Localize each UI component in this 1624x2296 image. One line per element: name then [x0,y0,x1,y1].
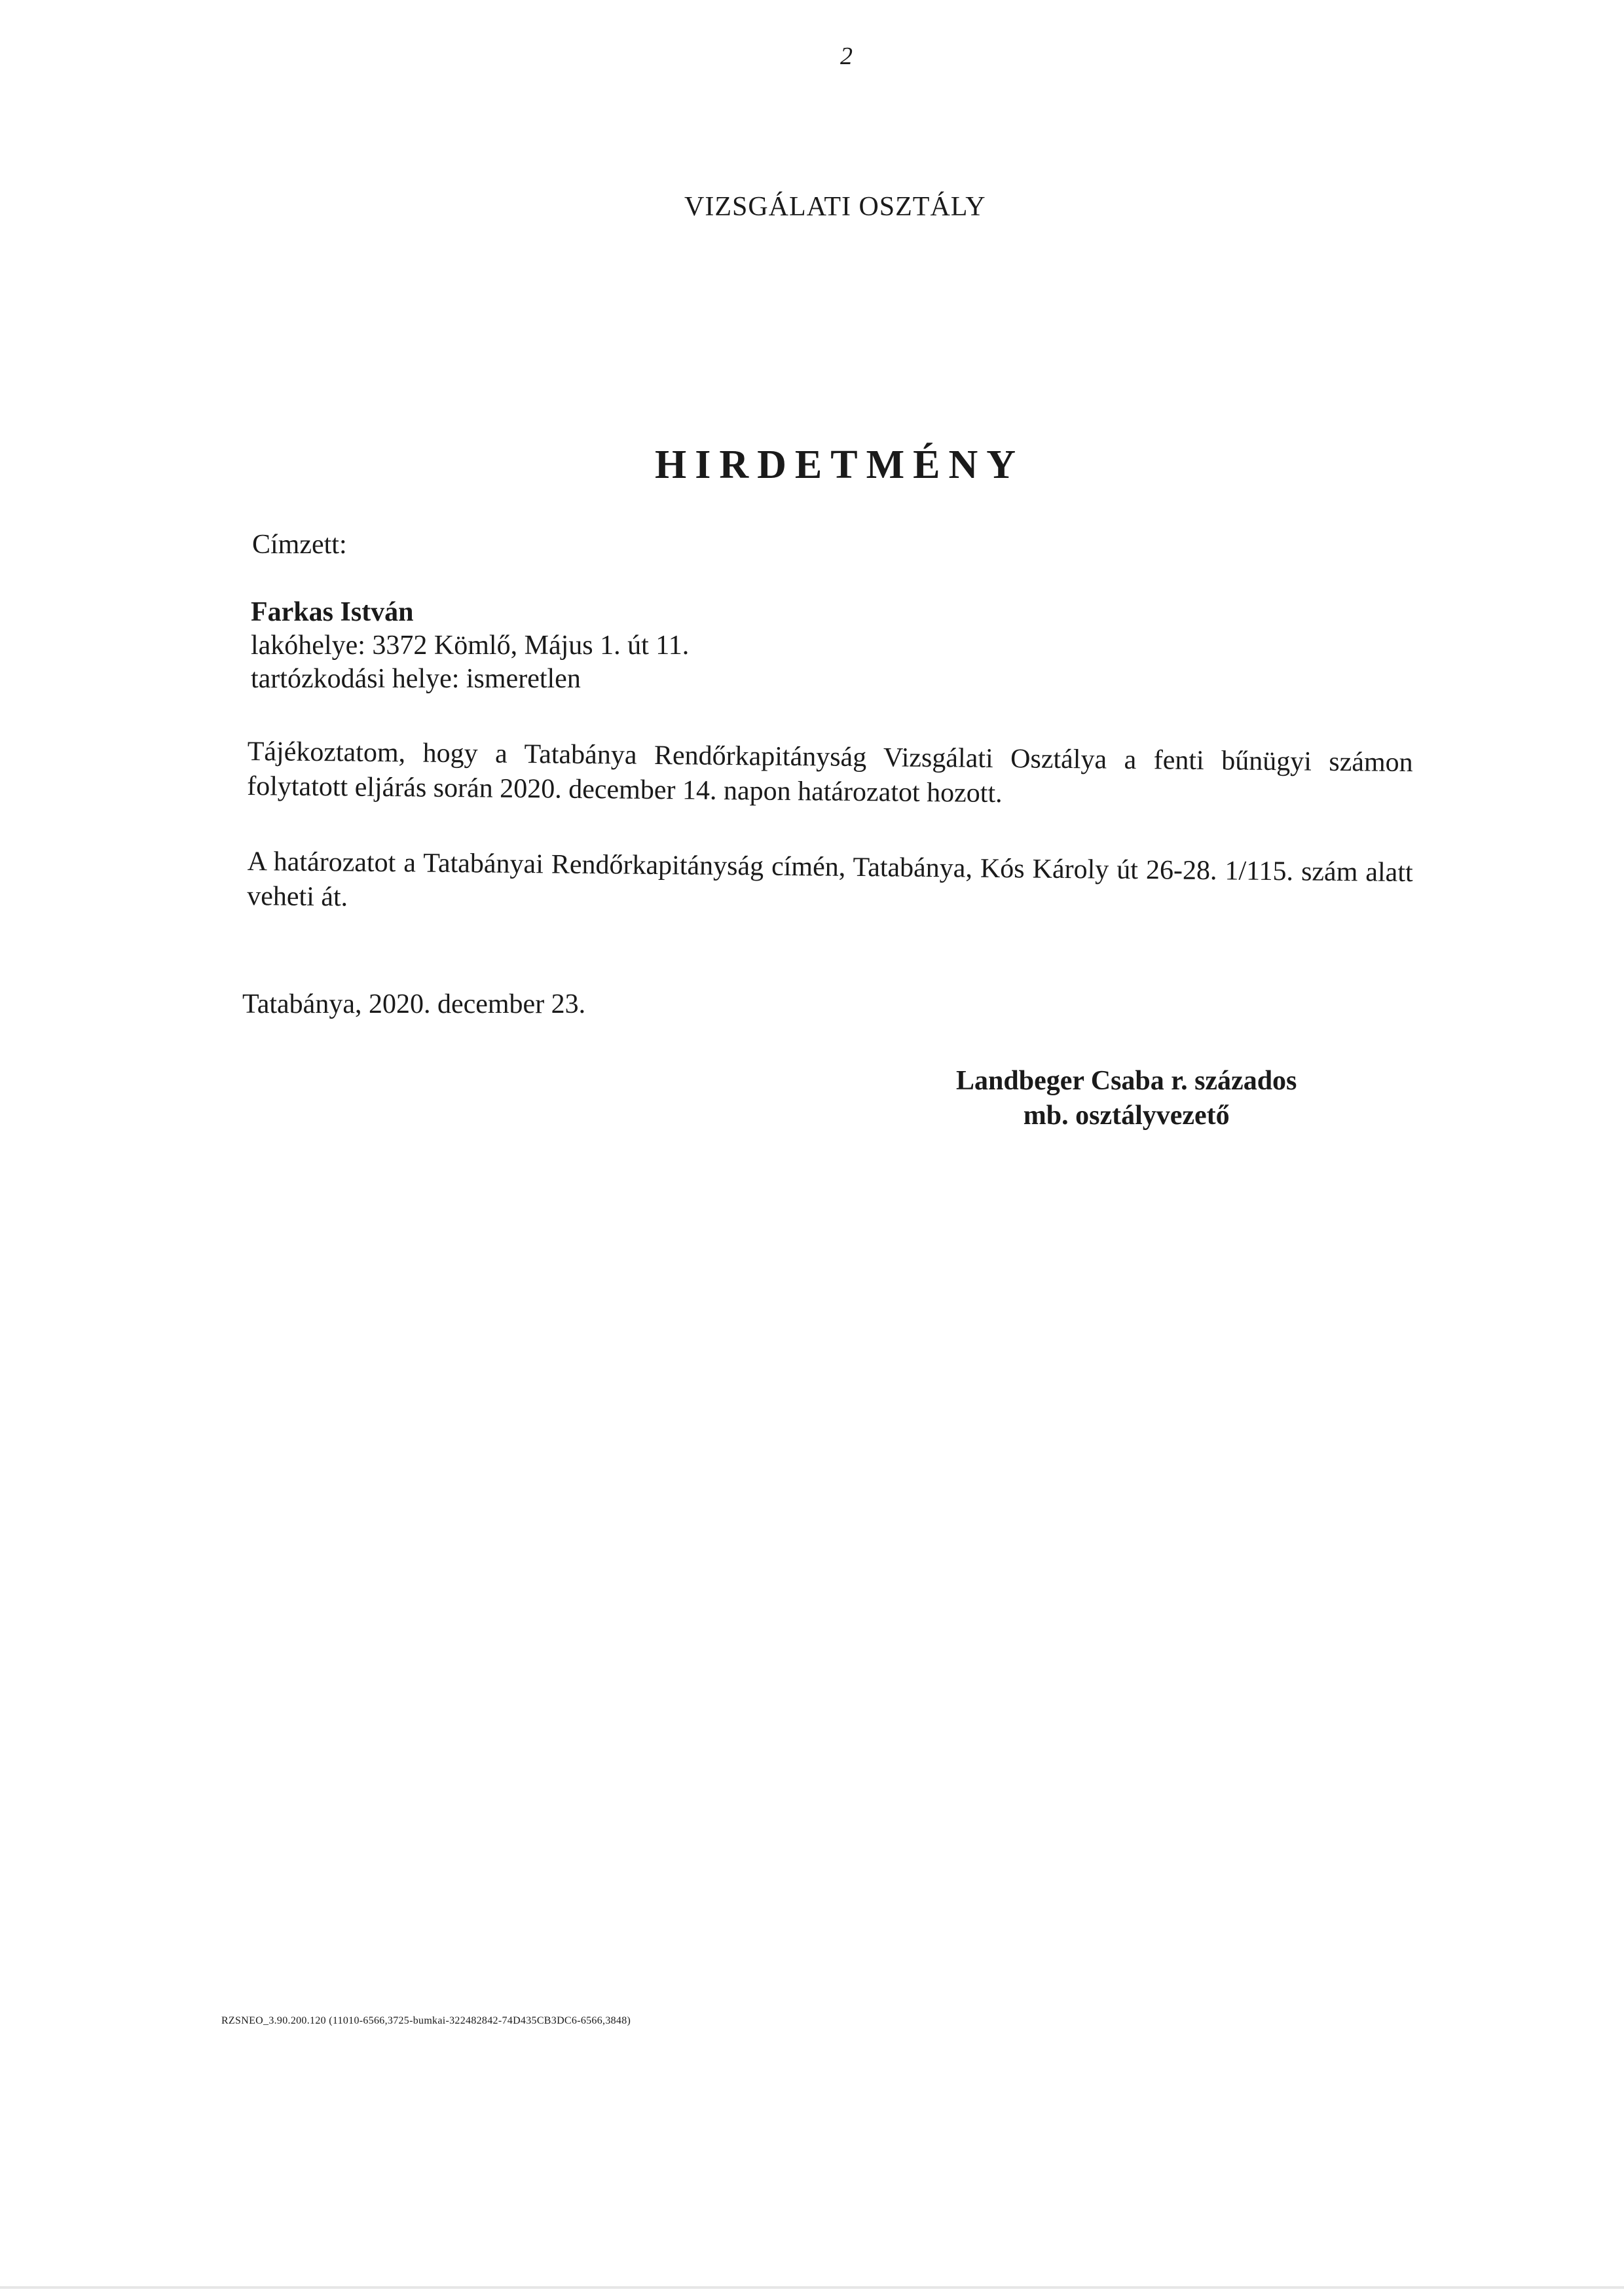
signatory-name: Landbeger Csaba r. százados [956,1066,1297,1096]
recipient-label: Címzett: [252,530,347,560]
recipient-name: Farkas István [251,597,414,627]
place-date: Tatabánya, 2020. december 23. [242,989,586,1019]
footer-reference-code: RZSNEO_3.90.200.120 (11010-6566,3725-bumkai-322482842-74D435CB3DC6-6566,3848) [221,2015,631,2026]
body-paragraph-pickup: A határozatot a Tatabányai Rendőrkapitányság címén, Tatabánya, Kós Károly út 26-28. 1/115. szám alatt veheti át. [247,846,1413,913]
body-paragraph-notice: Tájékoztatom, hogy a Tatabánya Rendőrkapitányság Vizsgálati Osztálya a fenti bűnügyi számon folytatott eljárás során 2020. december 14. napon határozatot hozott. [247,736,1413,809]
recipient-block [251,596,689,696]
scan-edge-divider [0,2286,1624,2289]
signatory-position: mb. osztályvezető [1023,1101,1230,1131]
recipient-whereabouts: tartózkodási helye: ismeretlen [251,664,581,694]
department-heading: VIZSGÁLATI OSZTÁLY [684,192,986,222]
signature-block [956,1064,1297,1133]
recipient-residence: lakóhelye: 3372 Kömlő, Május 1. út 11. [251,630,690,661]
document-title: HIRDETMÉNY [655,443,1025,487]
page-number: 2 [840,43,853,70]
